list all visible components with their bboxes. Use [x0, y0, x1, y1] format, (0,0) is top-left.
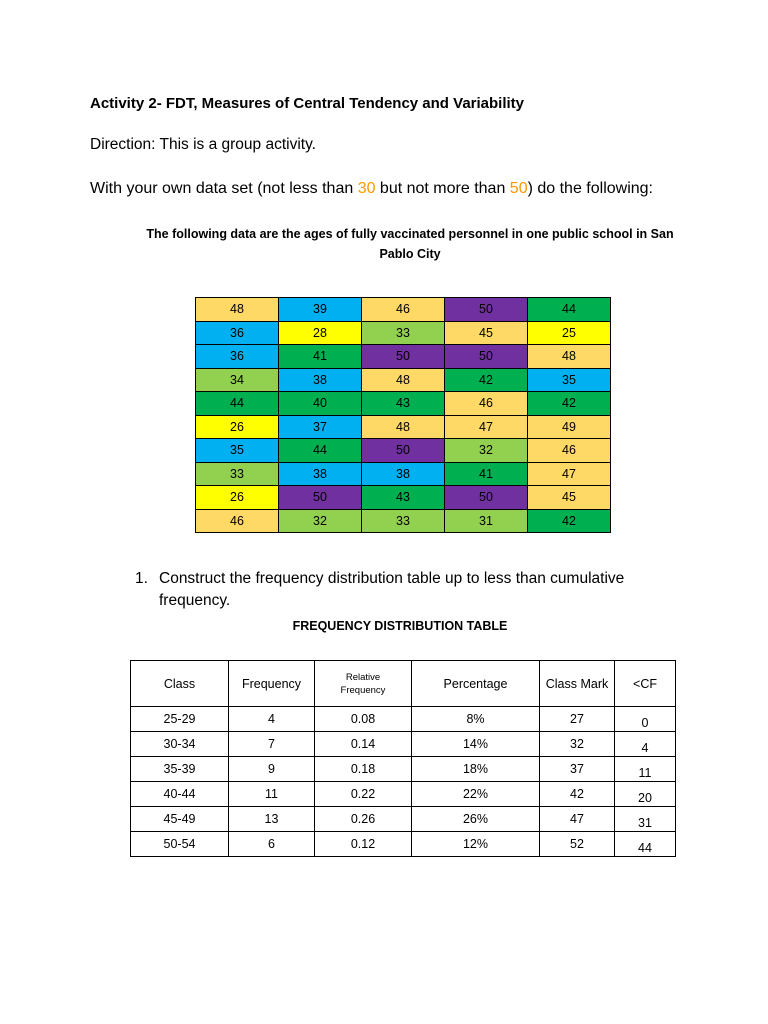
data-grid-cell: 46: [445, 392, 528, 416]
data-grid-cell: 46: [362, 298, 445, 322]
data-grid-cell: 26: [196, 486, 279, 510]
class-cell: 30-34: [131, 732, 229, 757]
instruction-middle: but not more than: [375, 180, 510, 197]
frequency-cell: 9: [229, 757, 315, 782]
header-relative-frequency: [315, 661, 412, 707]
data-grid-cell: 46: [196, 509, 279, 533]
age-data-grid: [195, 297, 611, 533]
fdt-row: [131, 732, 676, 757]
data-grid-cell: 48: [528, 345, 611, 369]
data-grid-cell: 48: [362, 368, 445, 392]
header-class-mark: Class Mark: [540, 661, 615, 707]
percentage-cell: 18%: [412, 757, 540, 782]
data-grid-cell: 37: [279, 415, 362, 439]
data-grid-cell: 31: [445, 509, 528, 533]
percentage-cell: 8%: [412, 707, 540, 732]
direction-text: Direction: This is a group activity.: [90, 136, 316, 153]
percentage-cell: 22%: [412, 782, 540, 807]
data-grid-row: [196, 509, 611, 533]
data-grid-cell: 35: [528, 368, 611, 392]
data-grid-cell: 50: [362, 439, 445, 463]
data-grid-cell: 36: [196, 321, 279, 345]
header-relative-line2: Frequency: [340, 684, 386, 696]
percentage-cell: 14%: [412, 732, 540, 757]
data-grid-cell: 41: [279, 345, 362, 369]
class-mark-cell: 37: [540, 757, 615, 782]
data-grid-cell: 33: [362, 321, 445, 345]
data-grid-cell: 44: [196, 392, 279, 416]
data-grid-cell: 46: [528, 439, 611, 463]
data-grid-cell: 48: [196, 298, 279, 322]
data-grid-cell: 50: [445, 345, 528, 369]
data-grid-cell: 49: [528, 415, 611, 439]
class-cell: 25-29: [131, 707, 229, 732]
data-grid-cell: 50: [445, 486, 528, 510]
relative-frequency-cell: 0.22: [315, 782, 412, 807]
data-grid-row: [196, 439, 611, 463]
frequency-distribution-table: [130, 660, 676, 857]
data-grid-row: [196, 486, 611, 510]
class-mark-cell: 32: [540, 732, 615, 757]
data-grid-cell: 33: [196, 462, 279, 486]
data-grid-cell: 44: [528, 298, 611, 322]
fdt-row: [131, 757, 676, 782]
data-grid-row: [196, 345, 611, 369]
data-grid-cell: 38: [279, 368, 362, 392]
data-grid-cell: 42: [528, 509, 611, 533]
class-cell: 35-39: [131, 757, 229, 782]
data-grid-cell: 34: [196, 368, 279, 392]
data-grid-cell: 50: [279, 486, 362, 510]
fdt-row: [131, 782, 676, 807]
relative-frequency-cell: 0.18: [315, 757, 412, 782]
cf-cell: 11: [615, 757, 676, 782]
data-grid-cell: 43: [362, 392, 445, 416]
data-grid-cell: 40: [279, 392, 362, 416]
data-grid-cell: 45: [445, 321, 528, 345]
data-grid-row: [196, 298, 611, 322]
frequency-cell: 7: [229, 732, 315, 757]
instruction-before: With your own data set (not less than: [90, 180, 358, 197]
class-mark-cell: 27: [540, 707, 615, 732]
frequency-cell: 6: [229, 832, 315, 857]
class-cell: 40-44: [131, 782, 229, 807]
data-grid-cell: 47: [445, 415, 528, 439]
data-grid-cell: 38: [279, 462, 362, 486]
data-grid-row: [196, 415, 611, 439]
data-grid-row: [196, 462, 611, 486]
class-mark-cell: 42: [540, 782, 615, 807]
instruction-min: 30: [357, 180, 376, 197]
data-grid-cell: 41: [445, 462, 528, 486]
fdt-title: FREQUENCY DISTRIBUTION TABLE: [292, 619, 508, 633]
cf-cell: 31: [615, 807, 676, 832]
data-grid-cell: 39: [279, 298, 362, 322]
step-text: Construct the frequency distribution table up to less than cumulative frequency.: [159, 570, 625, 609]
data-grid-cell: 33: [362, 509, 445, 533]
data-grid-cell: 42: [445, 368, 528, 392]
frequency-cell: 13: [229, 807, 315, 832]
cf-cell: 4: [615, 732, 676, 757]
header-relative-line1: Relative: [345, 671, 381, 683]
data-grid-cell: 38: [362, 462, 445, 486]
class-mark-cell: 52: [540, 832, 615, 857]
data-grid-cell: 28: [279, 321, 362, 345]
relative-frequency-cell: 0.12: [315, 832, 412, 857]
data-grid-cell: 43: [362, 486, 445, 510]
percentage-cell: 12%: [412, 832, 540, 857]
relative-frequency-cell: 0.26: [315, 807, 412, 832]
instruction-after: ) do the following:: [527, 180, 653, 197]
activity-title: Activity 2- FDT, Measures of Central Tendency and Variability: [90, 95, 525, 112]
data-grid-row: [196, 368, 611, 392]
data-grid-cell: 35: [196, 439, 279, 463]
instruction-max: 50: [509, 180, 528, 197]
cf-cell: 44: [615, 832, 676, 857]
data-grid-row: [196, 392, 611, 416]
data-grid-cell: 32: [445, 439, 528, 463]
fdt-row: [131, 707, 676, 732]
class-cell: 50-54: [131, 832, 229, 857]
data-grid-cell: 45: [528, 486, 611, 510]
frequency-cell: 11: [229, 782, 315, 807]
header-class: Class: [131, 661, 229, 707]
data-grid-cell: 47: [528, 462, 611, 486]
fdt-row: [131, 832, 676, 857]
data-grid-cell: 48: [362, 415, 445, 439]
cf-cell: 0: [615, 707, 676, 732]
data-grid-cell: 36: [196, 345, 279, 369]
header-percentage: Percentage: [412, 661, 540, 707]
data-grid-cell: 42: [528, 392, 611, 416]
percentage-cell: 26%: [412, 807, 540, 832]
header-cf: <CF: [615, 661, 676, 707]
data-grid-cell: 50: [362, 345, 445, 369]
class-cell: 45-49: [131, 807, 229, 832]
relative-frequency-cell: 0.14: [315, 732, 412, 757]
fdt-row: [131, 807, 676, 832]
class-mark-cell: 47: [540, 807, 615, 832]
frequency-cell: 4: [229, 707, 315, 732]
data-grid-cell: 44: [279, 439, 362, 463]
step-number: 1.: [135, 570, 148, 587]
data-grid-row: [196, 321, 611, 345]
data-grid-cell: 50: [445, 298, 528, 322]
data-grid-cell: 32: [279, 509, 362, 533]
relative-frequency-cell: 0.08: [315, 707, 412, 732]
data-grid-cell: 26: [196, 415, 279, 439]
fdt-header-row: [131, 661, 676, 707]
instruction-text: [90, 180, 653, 198]
header-frequency: Frequency: [229, 661, 315, 707]
data-grid-cell: 25: [528, 321, 611, 345]
cf-cell: 20: [615, 782, 676, 807]
data-caption: The following data are the ages of fully vaccinated personnel in one public school in San Pablo City: [146, 227, 674, 261]
